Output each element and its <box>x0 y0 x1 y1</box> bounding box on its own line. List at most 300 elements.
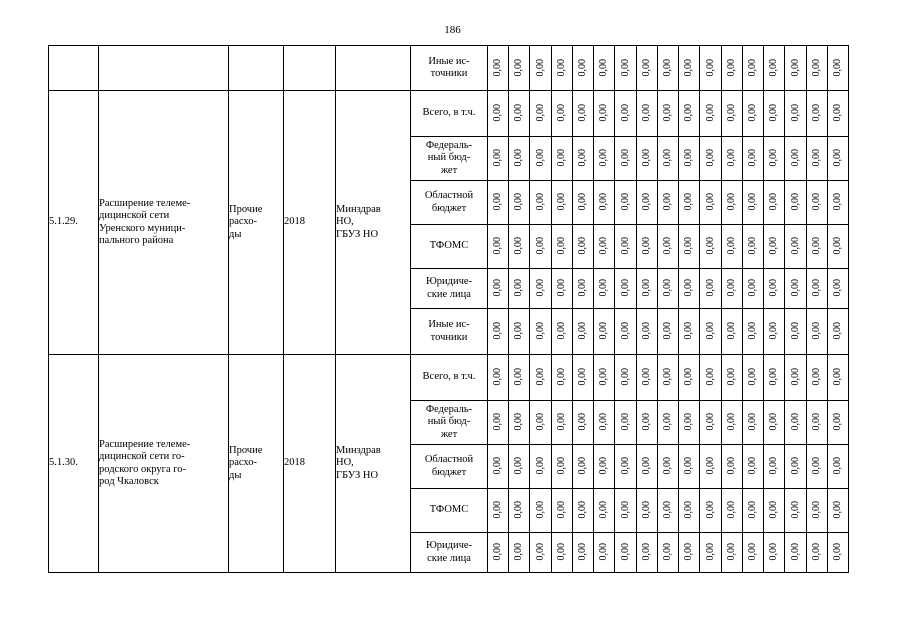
value-cell <box>637 137 658 181</box>
value-text: 0,00 <box>789 501 801 519</box>
value-cell <box>552 489 573 533</box>
value-text: 0,00 <box>619 457 631 475</box>
value-cell <box>785 269 807 309</box>
value-text: 0,00 <box>789 368 801 386</box>
value-text: 0,00 <box>747 501 759 519</box>
funding-source-label: Всего, в т.ч. <box>411 355 488 401</box>
value-text: 0,00 <box>619 104 631 122</box>
value-text: 0,00 <box>641 543 653 561</box>
value-text: 0,00 <box>662 104 674 122</box>
value-cell <box>594 489 615 533</box>
value-text: 0,00 <box>641 237 653 255</box>
value-cell <box>615 489 637 533</box>
value-cell <box>743 269 764 309</box>
value-cell <box>700 489 722 533</box>
value-cell <box>658 91 679 137</box>
value-text: 0,00 <box>641 368 653 386</box>
value-text: 0,00 <box>619 501 631 519</box>
value-text: 0,00 <box>577 413 589 431</box>
value-cell <box>679 445 700 489</box>
value-text: 0,00 <box>768 501 780 519</box>
value-text: 0,00 <box>556 104 568 122</box>
value-cell <box>722 181 743 225</box>
value-cell <box>700 533 722 573</box>
value-cell <box>488 181 509 225</box>
value-cell <box>764 489 785 533</box>
value-cell <box>722 355 743 401</box>
funding-source-label: Областной бюджет <box>411 181 488 225</box>
value-text: 0,00 <box>492 58 504 77</box>
value-text: 0,00 <box>726 104 738 122</box>
value-cell <box>764 181 785 225</box>
value-cell <box>552 401 573 445</box>
value-cell <box>658 137 679 181</box>
value-cell <box>828 355 849 401</box>
value-cell <box>743 401 764 445</box>
funding-source-label: Областной бюджет <box>411 445 488 489</box>
value-text: 0,00 <box>598 368 610 386</box>
value-text: 0,00 <box>619 368 631 386</box>
value-cell <box>743 225 764 269</box>
value-cell <box>828 309 849 355</box>
value-text: 0,00 <box>619 322 631 340</box>
value-cell <box>658 269 679 309</box>
value-text: 0,00 <box>534 279 546 297</box>
value-cell <box>530 91 552 137</box>
value-cell <box>700 225 722 269</box>
value-cell <box>722 533 743 573</box>
value-text: 0,00 <box>832 413 844 431</box>
value-text: 0,00 <box>811 279 823 297</box>
value-text: 0,00 <box>789 413 801 431</box>
value-cell <box>722 269 743 309</box>
value-text: 0,00 <box>577 237 589 255</box>
value-cell <box>530 269 552 309</box>
value-text: 0,00 <box>619 279 631 297</box>
value-cell <box>807 355 828 401</box>
value-text: 0,00 <box>726 543 738 561</box>
item-code: 5.1.29. <box>49 91 99 355</box>
value-cell <box>530 46 552 91</box>
value-cell <box>509 46 530 91</box>
value-cell <box>700 309 722 355</box>
value-text: 0,00 <box>768 543 780 561</box>
table-row <box>49 355 849 401</box>
value-cell <box>828 91 849 137</box>
value-text: 0,00 <box>598 149 610 167</box>
value-text: 0,00 <box>641 322 653 340</box>
value-text: 0,00 <box>789 279 801 297</box>
value-text: 0,00 <box>556 413 568 431</box>
value-cell <box>743 489 764 533</box>
value-cell <box>573 137 594 181</box>
value-cell <box>679 181 700 225</box>
value-text: 0,00 <box>577 501 589 519</box>
value-text: 0,00 <box>492 543 504 561</box>
value-text: 0,00 <box>768 457 780 475</box>
item-name: Расширение телеме- дицинской сети Уренского муници- пального района <box>99 91 229 355</box>
value-cell <box>615 269 637 309</box>
value-text: 0,00 <box>556 457 568 475</box>
value-text: 0,00 <box>556 543 568 561</box>
value-text: 0,00 <box>726 413 738 431</box>
value-cell <box>658 309 679 355</box>
value-cell <box>594 269 615 309</box>
value-cell <box>764 46 785 91</box>
value-cell <box>679 309 700 355</box>
value-text: 0,00 <box>556 237 568 255</box>
value-cell <box>488 91 509 137</box>
value-text: 0,00 <box>662 501 674 519</box>
value-cell <box>785 489 807 533</box>
value-text: 0,00 <box>619 237 631 255</box>
value-cell <box>637 225 658 269</box>
value-cell <box>573 46 594 91</box>
value-text: 0,00 <box>704 149 716 167</box>
value-cell <box>785 137 807 181</box>
value-text: 0,00 <box>513 368 525 386</box>
value-text: 0,00 <box>789 193 801 211</box>
value-text: 0,00 <box>747 237 759 255</box>
value-text: 0,00 <box>683 279 695 297</box>
value-cell <box>785 225 807 269</box>
value-cell <box>722 46 743 91</box>
value-text: 0,00 <box>534 193 546 211</box>
value-text: 0,00 <box>811 237 823 255</box>
value-text: 0,00 <box>704 543 716 561</box>
value-cell <box>679 46 700 91</box>
value-text: 0,00 <box>789 149 801 167</box>
value-text: 0,00 <box>747 104 759 122</box>
value-text: 0,00 <box>811 322 823 340</box>
value-text: 0,00 <box>513 543 525 561</box>
value-cell <box>637 269 658 309</box>
value-text: 0,00 <box>704 368 716 386</box>
value-cell <box>594 355 615 401</box>
value-text: 0,00 <box>619 58 631 77</box>
value-text: 0,00 <box>704 193 716 211</box>
value-text: 0,00 <box>577 58 589 77</box>
value-text: 0,00 <box>726 457 738 475</box>
page-number: 186 <box>444 24 461 36</box>
value-cell <box>573 489 594 533</box>
value-text: 0,00 <box>534 104 546 122</box>
value-text: 0,00 <box>683 149 695 167</box>
value-text: 0,00 <box>832 104 844 122</box>
value-cell <box>722 137 743 181</box>
value-cell <box>658 489 679 533</box>
value-cell <box>615 225 637 269</box>
value-cell <box>594 533 615 573</box>
value-text: 0,00 <box>747 279 759 297</box>
value-cell <box>637 309 658 355</box>
value-text: 0,00 <box>811 543 823 561</box>
value-cell <box>828 269 849 309</box>
value-text: 0,00 <box>577 193 589 211</box>
value-text: 0,00 <box>768 413 780 431</box>
value-cell <box>785 91 807 137</box>
value-text: 0,00 <box>768 104 780 122</box>
value-text: 0,00 <box>662 237 674 255</box>
value-text: 0,00 <box>683 543 695 561</box>
value-text: 0,00 <box>598 501 610 519</box>
value-cell <box>807 401 828 445</box>
funding-source-label: Всего, в т.ч. <box>411 91 488 137</box>
value-cell <box>530 489 552 533</box>
value-cell <box>594 46 615 91</box>
value-text: 0,00 <box>811 193 823 211</box>
value-text: 0,00 <box>832 58 844 77</box>
value-text: 0,00 <box>662 322 674 340</box>
value-text: 0,00 <box>832 279 844 297</box>
value-cell <box>573 309 594 355</box>
value-text: 0,00 <box>492 413 504 431</box>
value-text: 0,00 <box>598 322 610 340</box>
value-text: 0,00 <box>534 457 546 475</box>
value-text: 0,00 <box>789 457 801 475</box>
value-cell <box>700 91 722 137</box>
value-text: 0,00 <box>683 237 695 255</box>
value-cell <box>679 489 700 533</box>
value-cell <box>594 401 615 445</box>
value-cell <box>488 489 509 533</box>
value-text: 0,00 <box>492 279 504 297</box>
value-text: 0,00 <box>811 457 823 475</box>
value-cell <box>679 533 700 573</box>
value-cell <box>509 445 530 489</box>
value-cell <box>743 355 764 401</box>
value-text: 0,00 <box>726 368 738 386</box>
value-cell <box>637 445 658 489</box>
value-cell <box>637 533 658 573</box>
value-text: 0,00 <box>747 193 759 211</box>
funding-source-label: Юридиче- ские лица <box>411 269 488 309</box>
value-cell <box>679 137 700 181</box>
funding-source-label: ТФОМС <box>411 489 488 533</box>
value-text: 0,00 <box>492 193 504 211</box>
value-cell <box>615 181 637 225</box>
value-text: 0,00 <box>513 501 525 519</box>
value-text: 0,00 <box>768 237 780 255</box>
value-text: 0,00 <box>556 368 568 386</box>
value-text: 0,00 <box>704 237 716 255</box>
funding-source-label: Юридиче- ские лица <box>411 533 488 573</box>
value-text: 0,00 <box>513 279 525 297</box>
value-cell <box>807 533 828 573</box>
table-row <box>49 46 849 91</box>
value-cell <box>743 309 764 355</box>
value-cell <box>637 91 658 137</box>
value-text: 0,00 <box>726 279 738 297</box>
empty-cell <box>229 46 284 91</box>
value-cell <box>509 533 530 573</box>
value-text: 0,00 <box>577 368 589 386</box>
value-cell <box>722 445 743 489</box>
value-text: 0,00 <box>768 322 780 340</box>
value-cell <box>658 181 679 225</box>
value-cell <box>615 355 637 401</box>
value-cell <box>828 225 849 269</box>
empty-cell <box>99 46 229 91</box>
value-text: 0,00 <box>513 104 525 122</box>
value-text: 0,00 <box>747 413 759 431</box>
value-cell <box>679 355 700 401</box>
value-text: 0,00 <box>556 279 568 297</box>
table-row <box>49 91 849 137</box>
value-text: 0,00 <box>768 149 780 167</box>
value-text: 0,00 <box>832 149 844 167</box>
value-text: 0,00 <box>492 368 504 386</box>
value-cell <box>615 445 637 489</box>
value-text: 0,00 <box>492 149 504 167</box>
value-text: 0,00 <box>832 193 844 211</box>
value-cell <box>764 445 785 489</box>
value-cell <box>700 355 722 401</box>
value-cell <box>807 91 828 137</box>
value-cell <box>573 355 594 401</box>
value-cell <box>573 91 594 137</box>
value-text: 0,00 <box>683 457 695 475</box>
value-cell <box>743 46 764 91</box>
value-text: 0,00 <box>747 368 759 386</box>
value-cell <box>785 181 807 225</box>
value-text: 0,00 <box>534 501 546 519</box>
value-text: 0,00 <box>598 543 610 561</box>
value-text: 0,00 <box>704 104 716 122</box>
value-cell <box>700 269 722 309</box>
value-cell <box>615 137 637 181</box>
value-text: 0,00 <box>768 58 780 77</box>
value-text: 0,00 <box>726 322 738 340</box>
value-cell <box>785 309 807 355</box>
value-cell <box>785 533 807 573</box>
value-text: 0,00 <box>556 149 568 167</box>
value-cell <box>573 269 594 309</box>
value-cell <box>658 445 679 489</box>
value-text: 0,00 <box>534 58 546 77</box>
value-cell <box>552 181 573 225</box>
expense-type: Прочие расхо- ды <box>229 91 284 355</box>
value-text: 0,00 <box>619 149 631 167</box>
empty-cell <box>284 46 336 91</box>
value-cell <box>807 309 828 355</box>
value-text: 0,00 <box>598 104 610 122</box>
value-text: 0,00 <box>683 501 695 519</box>
value-text: 0,00 <box>641 104 653 122</box>
value-text: 0,00 <box>513 457 525 475</box>
value-cell <box>488 269 509 309</box>
value-text: 0,00 <box>534 413 546 431</box>
value-cell <box>552 225 573 269</box>
funding-source-label: Федераль- ный бюд- жет <box>411 137 488 181</box>
value-text: 0,00 <box>811 104 823 122</box>
value-cell <box>764 91 785 137</box>
expense-type: Прочие расхо- ды <box>229 355 284 573</box>
value-cell <box>637 355 658 401</box>
value-cell <box>722 309 743 355</box>
item-name: Расширение телеме- дицинской сети го- родского округа го- род Чкаловск <box>99 355 229 573</box>
value-cell <box>828 533 849 573</box>
value-cell <box>764 401 785 445</box>
value-cell <box>743 91 764 137</box>
value-cell <box>679 401 700 445</box>
value-cell <box>828 445 849 489</box>
value-cell <box>637 46 658 91</box>
value-text: 0,00 <box>513 322 525 340</box>
value-cell <box>594 137 615 181</box>
value-cell <box>573 445 594 489</box>
value-cell <box>700 46 722 91</box>
value-text: 0,00 <box>556 193 568 211</box>
value-text: 0,00 <box>556 322 568 340</box>
value-cell <box>488 533 509 573</box>
value-cell <box>530 355 552 401</box>
value-text: 0,00 <box>683 322 695 340</box>
value-cell <box>722 489 743 533</box>
item-executor: Минздрав НО, ГБУЗ НО <box>336 91 411 355</box>
value-cell <box>658 533 679 573</box>
value-cell <box>807 181 828 225</box>
value-cell <box>807 137 828 181</box>
value-text: 0,00 <box>492 322 504 340</box>
value-cell <box>785 355 807 401</box>
value-text: 0,00 <box>619 413 631 431</box>
value-cell <box>509 355 530 401</box>
value-text: 0,00 <box>683 193 695 211</box>
value-cell <box>552 137 573 181</box>
value-cell <box>488 355 509 401</box>
value-cell <box>573 181 594 225</box>
value-text: 0,00 <box>556 501 568 519</box>
value-text: 0,00 <box>577 149 589 167</box>
value-text: 0,00 <box>641 149 653 167</box>
value-text: 0,00 <box>598 457 610 475</box>
value-cell <box>722 225 743 269</box>
value-cell <box>807 445 828 489</box>
value-cell <box>828 137 849 181</box>
value-text: 0,00 <box>662 543 674 561</box>
value-cell <box>658 401 679 445</box>
value-cell <box>615 46 637 91</box>
value-text: 0,00 <box>683 104 695 122</box>
value-text: 0,00 <box>662 58 674 77</box>
value-cell <box>679 225 700 269</box>
value-cell <box>530 225 552 269</box>
value-cell <box>509 225 530 269</box>
empty-cell <box>49 46 99 91</box>
value-cell <box>743 533 764 573</box>
value-text: 0,00 <box>641 457 653 475</box>
value-text: 0,00 <box>662 457 674 475</box>
value-cell <box>594 91 615 137</box>
value-text: 0,00 <box>683 413 695 431</box>
value-text: 0,00 <box>662 149 674 167</box>
value-text: 0,00 <box>513 193 525 211</box>
value-cell <box>615 533 637 573</box>
value-cell <box>552 46 573 91</box>
value-cell <box>594 309 615 355</box>
value-text: 0,00 <box>789 322 801 340</box>
value-cell <box>488 401 509 445</box>
value-text: 0,00 <box>513 237 525 255</box>
value-cell <box>764 355 785 401</box>
value-text: 0,00 <box>619 543 631 561</box>
budget-table <box>48 45 849 573</box>
value-text: 0,00 <box>811 501 823 519</box>
value-cell <box>615 401 637 445</box>
value-cell <box>828 489 849 533</box>
value-text: 0,00 <box>619 193 631 211</box>
